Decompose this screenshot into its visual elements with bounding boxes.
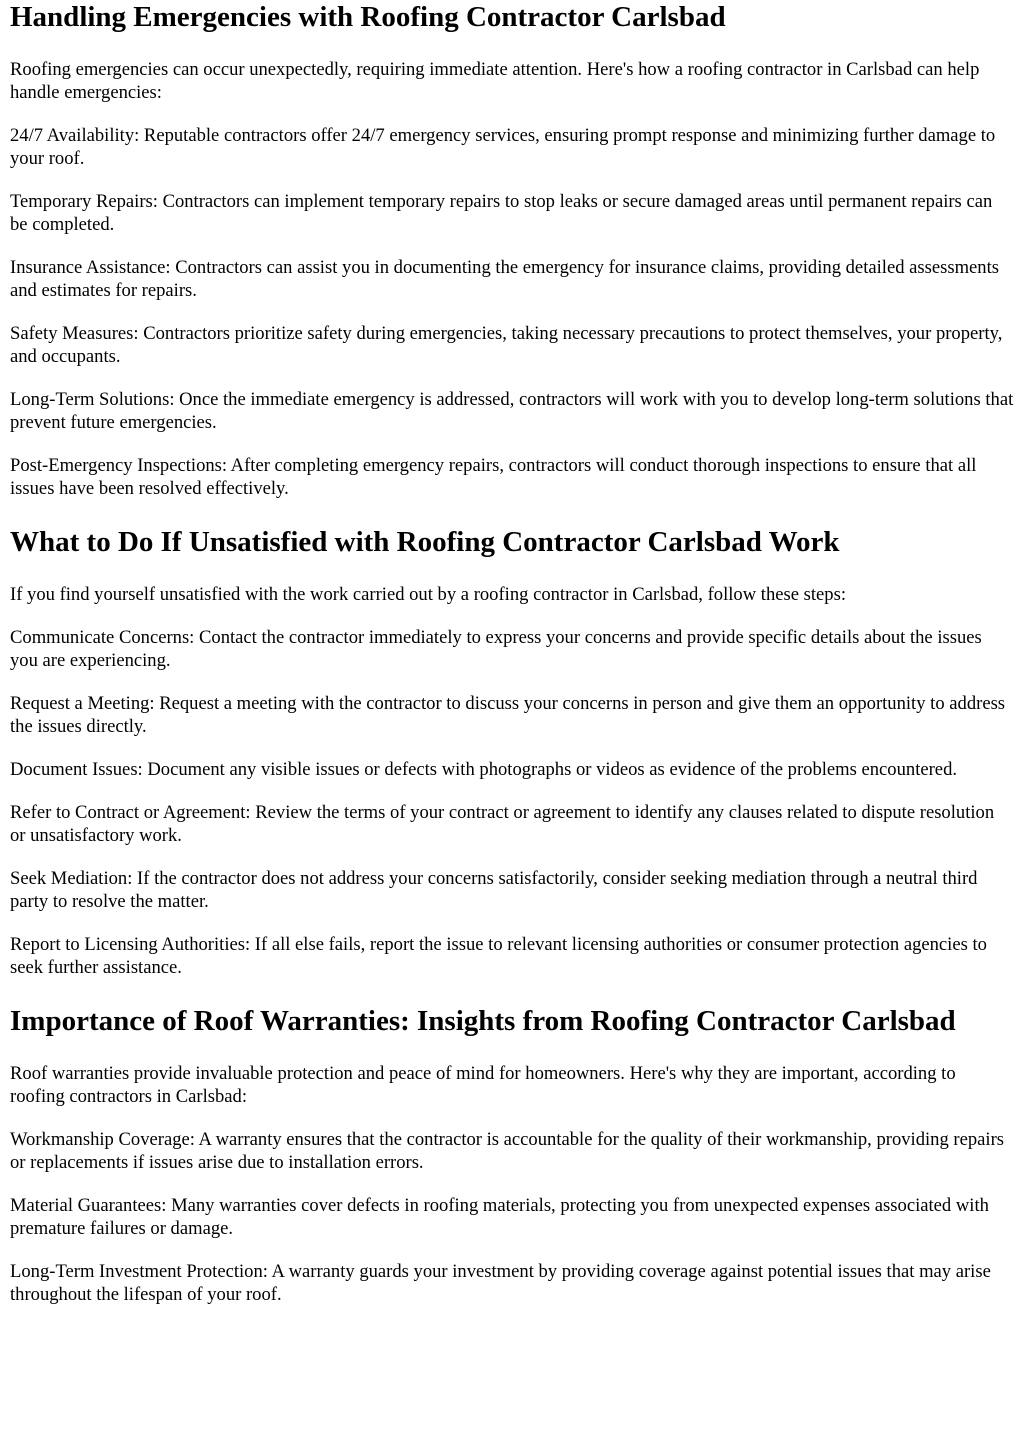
- list-item: Temporary Repairs: Contractors can implement temporary repairs to stop leaks or secure damaged areas until permanent repairs can be completed.: [10, 191, 993, 235]
- list-item: Material Guarantees: Many warranties cover defects in roofing materials, protecting you from unexpected expenses associated with premature failures or damage.: [10, 1195, 989, 1239]
- list-item: Seek Mediation: If the contractor does not address your concerns satisfactorily, consider seeking mediation through a neutral third party to resolve the matter.: [10, 868, 978, 912]
- list-item: Post-Emergency Inspections: After completing emergency repairs, contractors will conduct thorough inspections to ensure that all issues have been resolved effectively.: [10, 455, 977, 499]
- list-item: Long-Term Investment Protection: A warranty guards your investment by providing coverage against potential issues that may arise throughout the lifespan of your roof.: [10, 1261, 991, 1305]
- section-heading-unsatisfied: What to Do If Unsatisfied with Roofing Contractor Carlsbad Work: [10, 526, 840, 558]
- list-item: Workmanship Coverage: A warranty ensures that the contractor is accountable for the quality of their workmanship, providing repairs or replacements if issues arise due to installation errors.: [10, 1129, 1005, 1173]
- list-item: Request a Meeting: Request a meeting with the contractor to discuss your concerns in person and give them an opportunity to address the issues directly.: [10, 693, 1006, 737]
- list-item: Refer to Contract or Agreement: Review the terms of your contract or agreement to identify any clauses related to dispute resolution or unsatisfactory work.: [10, 802, 995, 846]
- section-intro: If you find yourself unsatisfied with the work carried out by a roofing contractor in Carlsbad, follow these steps:: [10, 584, 846, 605]
- list-item: 24/7 Availability: Reputable contractors offer 24/7 emergency services, ensuring prompt response and minimizing further damage to your roof.: [10, 125, 996, 169]
- section-intro: Roof warranties provide invaluable protection and peace of mind for homeowners. Here's why they are important, according to roofing contractors in Carlsbad:: [10, 1063, 956, 1107]
- section-intro: Roofing emergencies can occur unexpectedly, requiring immediate attention. Here's how a roofing contractor in Carlsbad can help handle emergencies:: [10, 59, 980, 103]
- list-item: Safety Measures: Contractors prioritize safety during emergencies, taking necessary precautions to protect themselves, your property, and occupants.: [10, 323, 1003, 367]
- list-item: Communicate Concerns: Contact the contractor immediately to express your concerns and provide specific details about the issues you are experiencing.: [10, 627, 982, 671]
- list-item: Insurance Assistance: Contractors can assist you in documenting the emergency for insurance claims, providing detailed assessments and estimates for repairs.: [10, 257, 999, 301]
- list-item: Long-Term Solutions: Once the immediate emergency is addressed, contractors will work with you to develop long-term solutions that prevent future emergencies.: [10, 389, 1014, 433]
- list-item: Document Issues: Document any visible issues or defects with photographs or videos as evidence of the problems encountered.: [10, 759, 958, 780]
- section-heading-emergencies: Handling Emergencies with Roofing Contractor Carlsbad: [10, 1, 726, 33]
- section-heading-warranties: Importance of Roof Warranties: Insights from Roofing Contractor Carlsbad: [10, 1005, 956, 1037]
- list-item: Report to Licensing Authorities: If all else fails, report the issue to relevant licensing authorities or consumer protection agencies to seek further assistance.: [10, 934, 987, 978]
